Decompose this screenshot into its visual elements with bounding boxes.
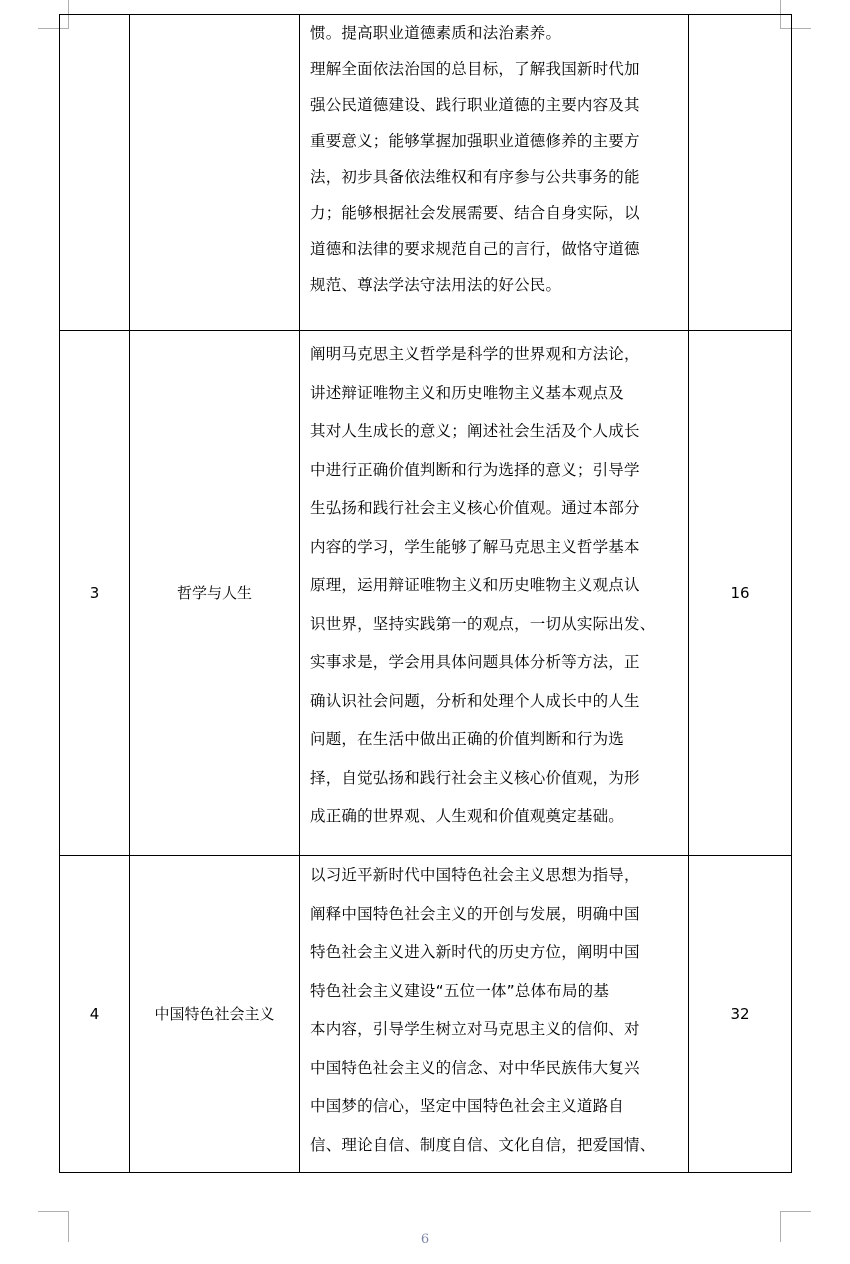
description-line: 阐释中国特色社会主义的开创与发展，明确中国 xyxy=(310,904,640,923)
course-number-cell xyxy=(60,15,130,330)
course-number: 4 xyxy=(89,1005,100,1023)
course-description xyxy=(310,856,684,1164)
course-hours: 16 xyxy=(730,584,750,602)
description-line: 确认识社会问题，分析和处理个人成长中的人生 xyxy=(310,691,640,710)
description-line: 重要意义；能够掌握加强职业道德修养的主要方 xyxy=(310,132,640,150)
course-hours-cell xyxy=(689,856,791,1172)
description-line: 其对人生成长的意义；阐述社会生活及个人成长 xyxy=(310,422,640,440)
table-row xyxy=(60,15,791,331)
description-line: 中国梦的信心，坚定中国特色社会主义道路自 xyxy=(310,1097,625,1115)
description-line: 法，初步具备依法维权和有序参与公共事务的能 xyxy=(310,168,640,186)
description-line: 特色社会主义进入新时代的历史方位，阐明中国 xyxy=(310,943,640,961)
course-description-cell xyxy=(300,15,689,330)
course-hours: 32 xyxy=(730,1005,750,1023)
course-name-cell xyxy=(130,331,300,855)
description-line: 识世界，坚持实践第一的观点，一切从实际出发、 xyxy=(310,614,656,633)
course-name-cell xyxy=(130,15,300,330)
course-hours-cell xyxy=(689,15,791,330)
description-line: 内容的学习，学生能够了解马克思主义哲学基本 xyxy=(310,537,640,556)
course-description xyxy=(310,15,684,303)
description-line: 惯。提高职业道德素质和法治素养。 xyxy=(310,24,562,42)
description-line: 讲述辩证唯物主义和历史唯物主义基本观点及 xyxy=(310,383,625,402)
page-number: 6 xyxy=(420,1232,430,1247)
description-line: 中进行正确价值判断和行为选择的意义；引导学 xyxy=(310,460,640,479)
course-name: 哲学与人生 xyxy=(176,584,252,602)
description-line: 原理，运用辩证唯物主义和历史唯物主义观点认 xyxy=(310,576,640,594)
course-name-cell xyxy=(130,856,300,1172)
description-line: 力；能够根据社会发展需要、结合自身实际，以 xyxy=(310,204,640,222)
course-number-cell xyxy=(60,331,130,855)
course-description-cell xyxy=(300,331,689,855)
course-hours-cell xyxy=(689,331,791,855)
course-description xyxy=(310,335,684,836)
course-number: 3 xyxy=(89,584,100,602)
description-line: 以习近平新时代中国特色社会主义思想为指导， xyxy=(310,866,640,884)
table-row xyxy=(60,331,791,856)
description-line: 道德和法律的要求规范自己的言行，做恪守道德 xyxy=(310,240,640,258)
description-line: 信、理论自信、制度自信、文化自信，把爱国情、 xyxy=(310,1135,656,1154)
description-line: 特色社会主义建设“五位一体”总体布局的基 xyxy=(310,981,610,1000)
description-line: 强公民道德建设、践行职业道德的主要内容及其 xyxy=(310,96,640,114)
curriculum-table xyxy=(59,14,792,1173)
course-name: 中国特色社会主义 xyxy=(154,1005,275,1023)
description-line: 成正确的世界观、人生观和价值观奠定基础。 xyxy=(310,807,625,825)
table-row xyxy=(60,856,791,1172)
course-description-cell xyxy=(300,856,689,1172)
description-line: 规范、尊法学法守法用法的好公民。 xyxy=(310,276,562,294)
description-line: 阐明马克思主义哲学是科学的世界观和方法论， xyxy=(310,345,640,363)
description-line: 实事求是，学会用具体问题具体分析等方法，正 xyxy=(310,653,640,671)
description-line: 本内容，引导学生树立对马克思主义的信仰、对 xyxy=(310,1020,640,1038)
description-line: 生弘扬和践行社会主义核心价值观。通过本部分 xyxy=(310,499,640,517)
description-line: 择，自觉弘扬和践行社会主义核心价值观，为形 xyxy=(310,768,640,787)
description-line: 中国特色社会主义的信念、对中华民族伟大复兴 xyxy=(310,1058,640,1077)
course-number-cell xyxy=(60,856,130,1172)
description-line: 理解全面依法治国的总目标，了解我国新时代加 xyxy=(310,60,640,78)
description-line: 问题，在生活中做出正确的价值判断和行为选 xyxy=(310,730,625,748)
